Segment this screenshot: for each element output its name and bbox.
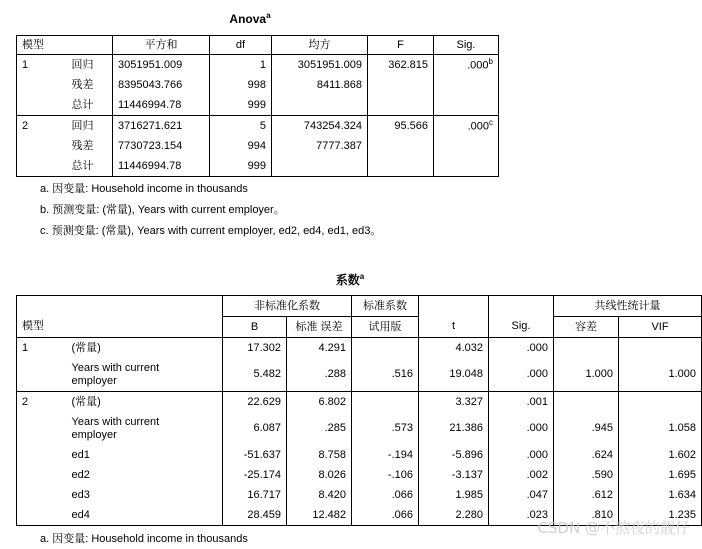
coef-variable-cell: ed1 [71,448,90,461]
coef-header-tol: 容差 [554,317,619,338]
anova-ms-cell [272,156,368,177]
coef-variable-cell: Years with current employer [71,415,160,441]
anova-sig-value: .000 [467,60,489,72]
anova-model-cell [17,95,67,116]
coef-header-var [67,317,223,338]
coef-model-cell: 1 [22,341,29,354]
coef-se-cell: 8.026 [287,465,352,485]
coef-vif-cell: 1.235 [619,505,702,526]
anova-header-ss: 平方和 [113,36,210,55]
anova-body [17,55,499,177]
coef-beta-cell [352,392,419,413]
anova-row [17,136,499,156]
anova-footnote-c: c. 预测变量: (常量), Years with current employer, ed2, ed4, ed1, ed3。 [40,225,382,237]
anova-f-cell: 362.815 [368,55,434,76]
coef-model-cell [17,465,67,485]
coef-vif-cell: 1.058 [619,412,702,445]
coef-row [17,445,702,465]
coef-group-collin: 共线性统计量 [554,296,702,317]
anova-sig-cell [434,55,499,76]
coef-tol-cell: 1.000 [554,358,619,392]
anova-model-cell [17,75,67,95]
coef-vif-cell [619,338,702,359]
coef-model-cell: 2 [22,395,29,408]
coef-tol-cell [554,392,619,413]
anova-row [17,116,499,137]
coef-row [17,485,702,505]
anova-sig-sup: b [488,57,493,67]
coef-footnote-a: a. 因变量: Household income in thousands [40,533,248,545]
coef-group-std: 标准系数 [352,296,419,317]
anova-header-sig: Sig. [434,36,499,55]
coef-sig-cell: .047 [489,485,554,505]
coef-t-cell: -5.896 [419,445,489,465]
coef-title-sup: a [359,272,365,281]
coef-se-cell: .288 [287,358,352,392]
anova-title-text: Anova [229,12,267,26]
anova-source-cell: 残差 [71,78,94,91]
coef-vif-cell: 1.695 [619,465,702,485]
anova-footnote-a: a. 因变量: Household income in thousands [40,183,248,195]
coef-beta-cell: -.106 [352,465,419,485]
coef-row [17,465,702,485]
coef-header-row [17,317,702,338]
coef-beta-cell: .573 [352,412,419,445]
anova-sig-sup: c [489,118,493,128]
anova-ms-cell: 7777.387 [272,136,368,156]
coef-variable-cell: Years with current employer [67,358,223,392]
coef-se-cell: 8.420 [287,485,352,505]
coef-se-cell: 8.758 [287,445,352,465]
anova-title [200,11,300,26]
coef-beta-cell: .066 [352,505,419,526]
anova-sig-cell [434,156,499,177]
coef-beta-cell [352,338,419,359]
coef-t-cell: -3.137 [419,465,489,485]
coef-header-model: 模型 [17,317,67,338]
coef-b-cell: 28.459 [223,505,287,526]
anova-source-cell: 回归 [71,58,94,71]
coef-row [17,392,702,413]
coef-vif-cell [619,392,702,413]
anova-row [17,95,499,116]
anova-df-cell: 994 [210,136,272,156]
coef-model-cell [17,445,67,465]
coef-body [17,338,702,526]
coef-b-cell: 22.629 [223,392,287,413]
coef-b-cell: 17.302 [223,338,287,359]
anova-f-cell [368,95,434,116]
anova-ms-cell: 8411.868 [272,75,368,95]
anova-sig-cell [434,136,499,156]
anova-ss-cell: 8395043.766 [113,75,210,95]
coef-variable-cell: ed4 [71,508,90,521]
coef-vif-cell: 1.602 [619,445,702,465]
anova-f-cell [368,75,434,95]
anova-ss-cell: 11446994.78 [113,95,210,116]
coef-sig-cell: .001 [489,392,554,413]
coef-group-header-row [17,296,702,317]
watermark: CSDN @不熬夜的靓仔 [537,519,690,537]
coef-variable-cell: ed2 [71,468,90,481]
coef-tol-cell: .612 [554,485,619,505]
anova-ss-cell: 11446994.78 [113,156,210,177]
anova-sig-value: .000 [467,121,489,133]
coef-vif-cell: 1.000 [619,358,702,392]
coef-tol-cell: .810 [554,505,619,526]
anova-df-cell: 999 [210,95,272,116]
anova-header-row [17,36,499,55]
anova-source-cell: 回归 [71,119,94,132]
coef-t-cell: 4.032 [419,338,489,359]
coef-b-cell: 5.482 [223,358,287,392]
coef-group-blank-model [17,296,67,317]
coef-t-cell: 21.386 [419,412,489,445]
coef-b-cell: 6.087 [223,412,287,445]
coef-model-cell [17,505,67,526]
coef-variable-cell: (常量) [71,395,101,408]
coef-row [17,338,702,359]
coef-model-cell [17,412,67,445]
coef-header-t: t [419,317,489,338]
anova-sig-cell [434,116,499,137]
anova-ss-cell: 7730723.154 [113,136,210,156]
coef-row [17,412,702,445]
coef-header-beta: 试用版 [352,317,419,338]
coef-variable-cell: (常量) [71,341,101,354]
coef-t-cell: 1.985 [419,485,489,505]
anova-df-cell: 999 [210,156,272,177]
coef-row [17,358,702,392]
coef-header-vif: VIF [619,317,702,338]
coef-tol-cell: .590 [554,465,619,485]
anova-sig-cell [434,75,499,95]
anova-df-cell: 1 [210,55,272,76]
coef-sig-cell: .002 [489,465,554,485]
coef-t-cell: 3.327 [419,392,489,413]
anova-ms-cell: 3051951.009 [272,55,368,76]
anova-header-src [67,36,113,55]
coef-sig-cell: .000 [489,358,554,392]
coef-group-unstd: 非标准化系数 [223,296,352,317]
anova-df-cell: 998 [210,75,272,95]
coef-se-cell: .285 [287,412,352,445]
anova-ss-cell: 3051951.009 [113,55,210,76]
anova-header-model: 模型 [17,36,67,55]
coef-b-cell: -25.174 [223,465,287,485]
coef-beta-cell: -.194 [352,445,419,465]
anova-f-cell: 95.566 [368,116,434,137]
anova-df-cell: 5 [210,116,272,137]
anova-ss-cell: 3716271.621 [113,116,210,137]
coef-title [300,271,400,288]
coef-header-sig: Sig. [489,317,554,338]
anova-header-f: F [368,36,434,55]
coef-b-cell: -51.637 [223,445,287,465]
coef-header-b: B [223,317,287,338]
anova-row [17,156,499,177]
anova-row [17,75,499,95]
coef-se-cell: 12.482 [287,505,352,526]
coef-beta-cell: .066 [352,485,419,505]
coef-sig-cell: .000 [489,445,554,465]
coef-variable-cell: ed3 [71,488,90,501]
coef-sig-cell: .000 [489,412,554,445]
coef-tol-cell: .945 [554,412,619,445]
anova-f-cell [368,136,434,156]
anova-source-cell: 总计 [67,95,113,116]
anova-footnote-b: b. 预测变量: (常量), Years with current employer。 [40,204,285,216]
coef-group-blank-var [67,296,223,317]
coef-tol-cell [554,338,619,359]
coef-tol-cell: .624 [554,445,619,465]
anova-sig-cell [434,95,499,116]
coef-t-cell: 2.280 [419,505,489,526]
anova-header-df: df [210,36,272,55]
anova-table [16,35,499,177]
anova-model-cell [17,136,67,156]
coef-t-cell: 19.048 [419,358,489,392]
coef-se-cell: 4.291 [287,338,352,359]
anova-model-cell: 2 [22,119,29,132]
anova-row [17,55,499,76]
coef-sig-cell: .023 [489,505,554,526]
coef-b-cell: 16.717 [223,485,287,505]
coef-model-cell [17,358,67,392]
anova-source-cell: 残差 [71,139,94,152]
coef-title-text: 系数 [335,273,360,287]
coef-header-se: 标准 误差 [287,317,352,338]
anova-model-cell [17,156,67,177]
coef-beta-cell: .516 [352,358,419,392]
coef-model-cell [17,485,67,505]
coef-sig-cell: .000 [489,338,554,359]
anova-ms-cell [272,95,368,116]
coefficients-table [16,295,702,526]
anova-header-ms: 均方 [272,36,368,55]
anova-f-cell [368,156,434,177]
coef-group-blank-t [419,296,489,317]
anova-source-cell: 总计 [71,159,94,172]
anova-title-sup: a [266,11,271,20]
coef-vif-cell: 1.634 [619,485,702,505]
anova-ms-cell: 743254.324 [272,116,368,137]
coef-se-cell: 6.802 [287,392,352,413]
anova-model-cell: 1 [22,58,29,71]
coef-group-blank-sig [489,296,554,317]
